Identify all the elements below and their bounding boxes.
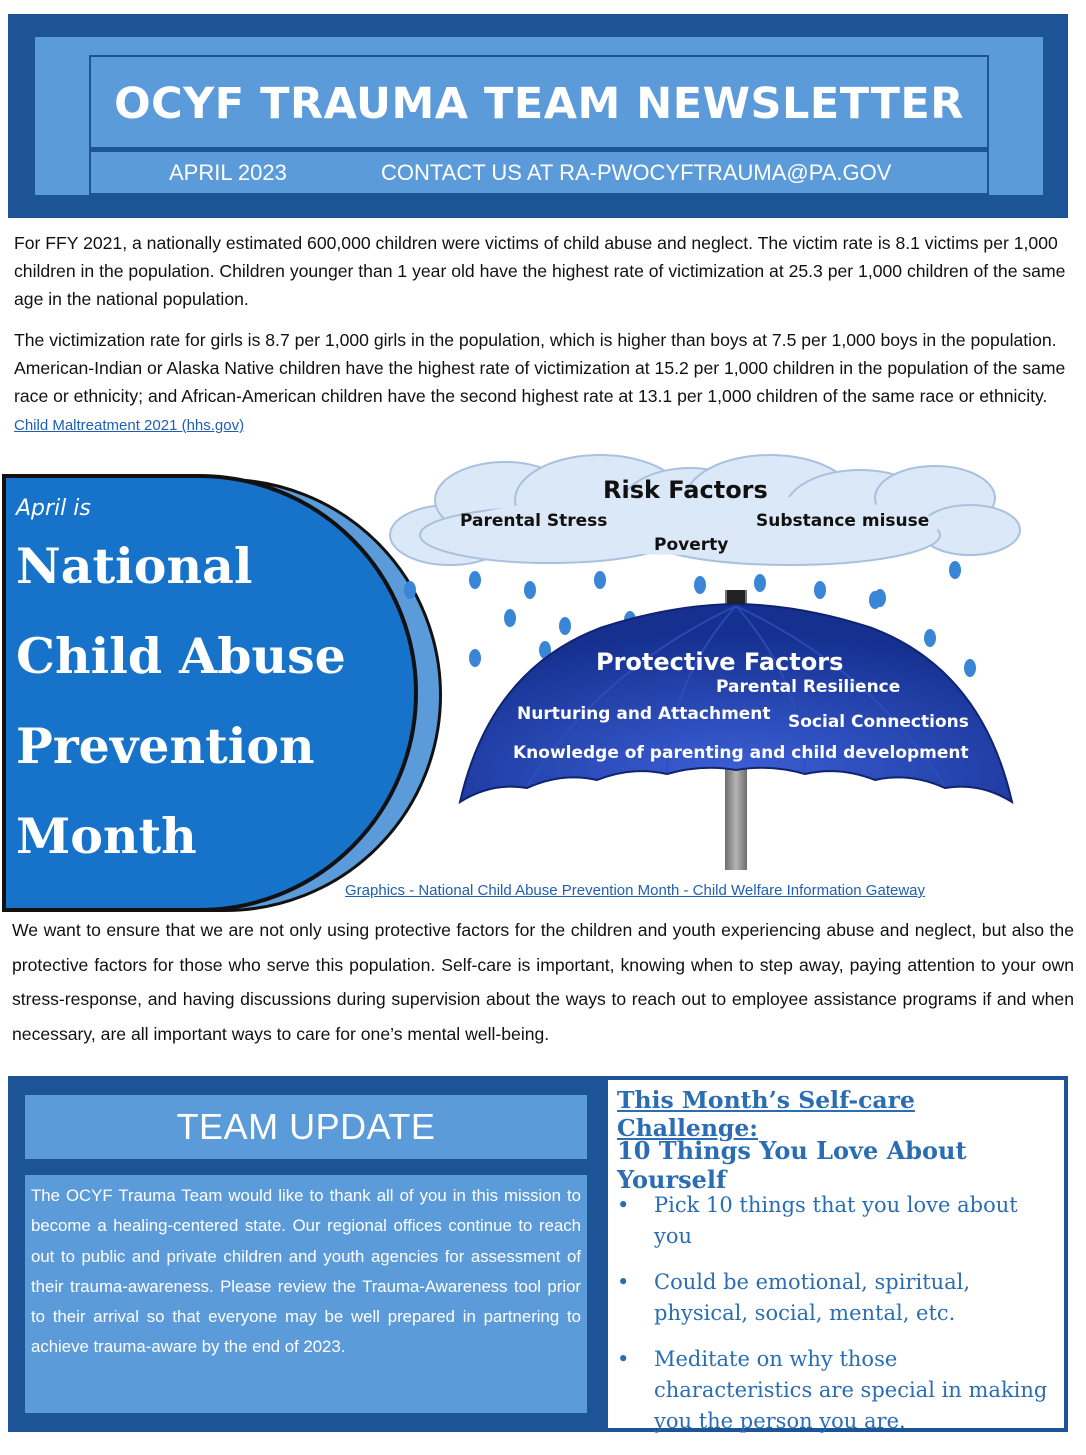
source-link[interactable]: Child Maltreatment 2021 (hhs.gov): [14, 417, 245, 434]
newsletter-title: OCYF TRAUMA TEAM NEWSLETTER: [114, 79, 964, 129]
self-care-paragraph: We want to ensure that we are not only using protective factors for the children and youth experiencing abuse and neglect, but also the protective factors for those who serve this population. Self-care is important, knowing when to step away, paying attention to your own stress-response, and having discussions during supervision about the ways to reach out to employee assistance programs if and when necessary, are all important ways to care for one’s mental well-being.: [12, 920, 1074, 1044]
issue-date: APRIL 2023: [169, 160, 287, 185]
awareness-line-1: National: [16, 537, 253, 595]
team-update-section: [8, 1076, 604, 1432]
list-item: [617, 1344, 1057, 1437]
protective-factor-social: Social Connections: [788, 712, 969, 732]
newsletter-header: [8, 14, 1068, 218]
april-is-label: April is: [16, 496, 91, 521]
list-item: [617, 1267, 1057, 1329]
challenge-subtitle: 10 Things You Love About Yourself: [617, 1136, 967, 1194]
protective-factor-nurturing: Nurturing and Attachment: [517, 704, 771, 724]
awareness-line-3: Prevention: [16, 717, 315, 775]
risk-factor-parental-stress: Parental Stress: [460, 511, 608, 531]
challenge-title: This Month’s Self-care Challenge:: [617, 1086, 915, 1142]
intro-paragraph-2: [14, 326, 1074, 440]
intro-paragraph-1: For FFY 2021, a nationally estimated 600,000 children were victims of child abuse and neglect. The victim rate is 8.1 victims per 1,000 children in the population. Children younger than 1 year old have the highest rate of victimization at 25.3 per 1,000 children of the same age in the national population.: [14, 233, 1066, 309]
team-update-text: The OCYF Trauma Team would like to thank all of you in this mission to become a healing-centered state. Our regional offices continue to reach out to public and private children and youth agencies for assessment of their trauma-awareness. Please review the Trauma-Awareness tool prior to their arrival so that everyone may be well prepared in partnering to achieve trauma-aware by the end of 2023.: [25, 1175, 587, 1413]
risk-factor-substance-misuse: Substance misuse: [756, 511, 930, 531]
risk-factors-title: Risk Factors: [603, 476, 768, 504]
header-subline: [89, 149, 989, 195]
title-box: [89, 55, 989, 149]
intro-paragraph-2-text: The victimization rate for girls is 8.7 per 1,000 girls in the population, which is higher than boys at 7.5 per 1,000 boys in the population. American-Indian or Alaska Native children have the highest rate of victimization at 15.2 per 1,000 children in the population of the same race or ethnicity; and African-American children have the second highest rate at 13.1 per 1,000 children of the same race or ethnicity.: [14, 330, 1066, 406]
challenge-list: [617, 1190, 1057, 1452]
challenge-item-3: Meditate on why those characteristics are special in making you the person you are.: [654, 1347, 1048, 1433]
contact-email: CONTACT US AT RA-PWOCYFTRAUMA@PA.GOV: [381, 160, 892, 185]
protective-factor-resilience: Parental Resilience: [716, 677, 901, 697]
protective-factor-knowledge: Knowledge of parenting and child development: [513, 743, 969, 763]
risk-factor-poverty: Poverty: [654, 535, 729, 555]
challenge-item-2: Could be emotional, spiritual, physical, social, mental, etc.: [654, 1270, 971, 1325]
self-care-challenge-section: [604, 1076, 1068, 1432]
challenge-item-1: Pick 10 things that you love about you: [654, 1193, 1018, 1248]
bullet-icon: •: [617, 1347, 630, 1371]
list-item: [617, 1190, 1057, 1252]
bullet-icon: •: [617, 1270, 630, 1294]
protective-factors-title: Protective Factors: [596, 648, 844, 676]
graphics-credit-link[interactable]: Graphics - National Child Abuse Prevention Month - Child Welfare Information Gateway: [345, 882, 925, 899]
awareness-line-4: Month: [16, 807, 197, 865]
bullet-icon: •: [617, 1193, 630, 1217]
header-inner-panel: [35, 37, 1043, 195]
awareness-line-2: Child Abuse: [16, 627, 346, 685]
team-update-title: TEAM UPDATE: [25, 1095, 587, 1159]
